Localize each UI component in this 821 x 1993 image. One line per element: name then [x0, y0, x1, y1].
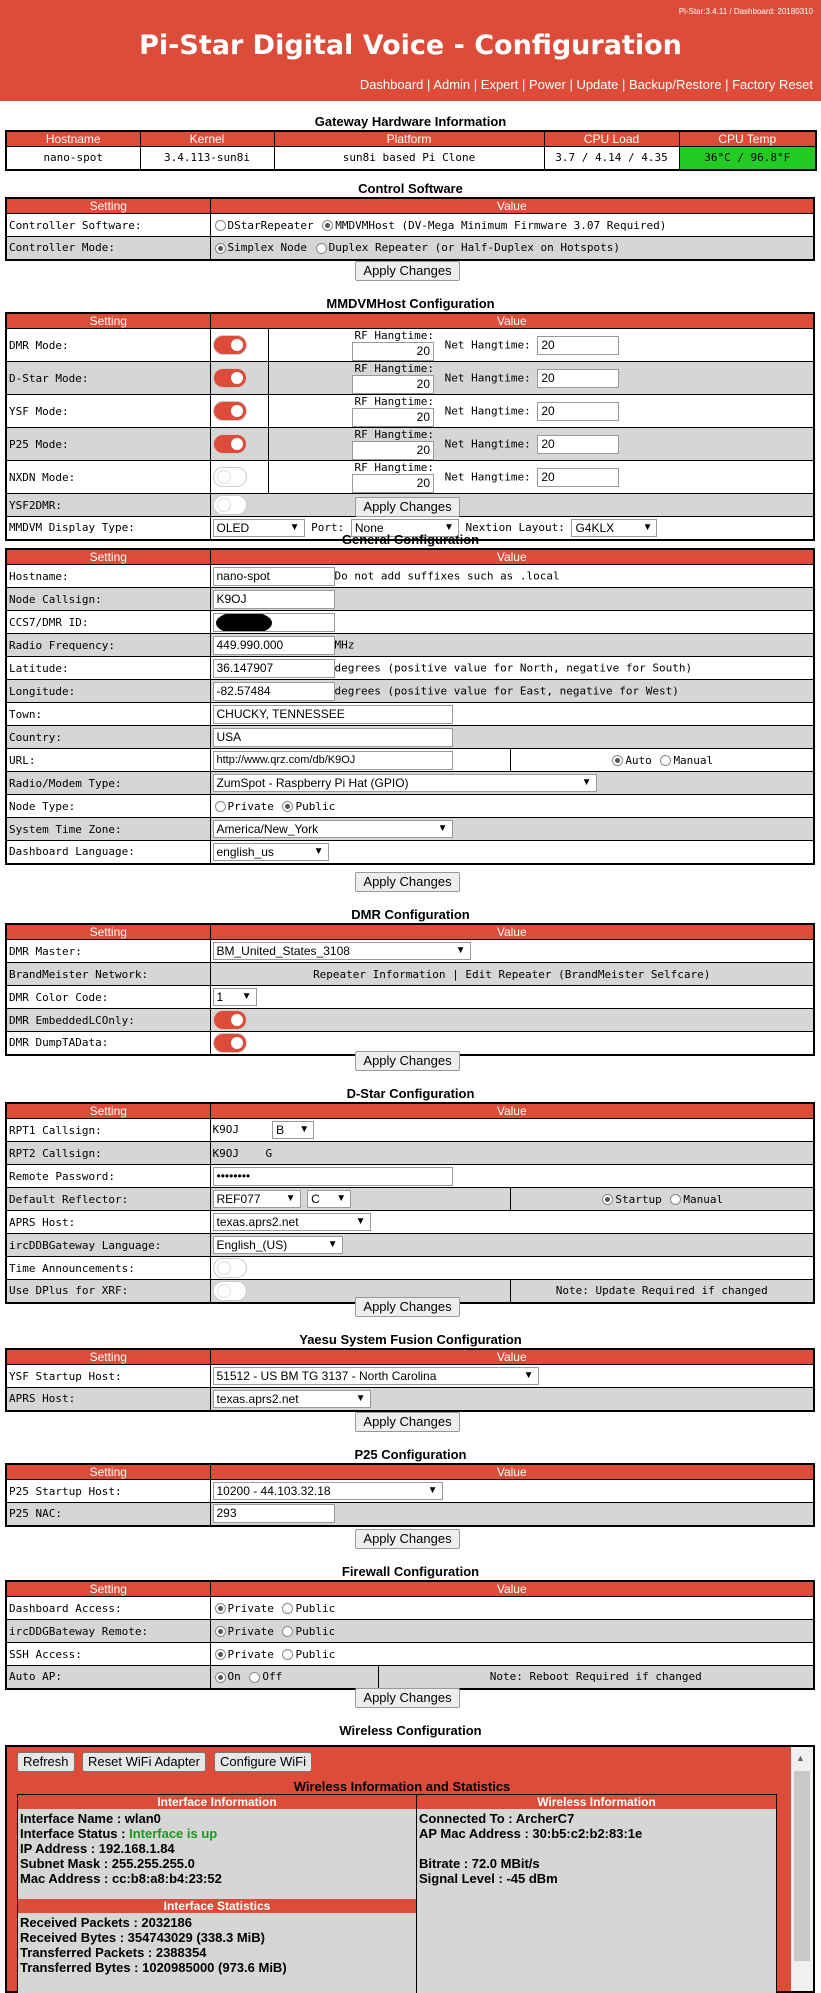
modem-type-select[interactable]: ZumSpot - Raspberry Pi Hat (GPIO) ▼ [213, 774, 597, 792]
redaction-blob [216, 613, 272, 632]
nav-backup-restore[interactable]: Backup/Restore [628, 77, 722, 92]
control-title: Control Software [358, 181, 463, 196]
hw-hostname: nano-spot [6, 147, 140, 170]
page-header [0, 0, 821, 101]
chevron-down-icon: ▼ [523, 1370, 534, 1381]
dmr-master-select[interactable]: BM_United_States_3108 ▼ [213, 942, 471, 960]
ysf-table: Setting Value YSF Startup Host: 51512 - US BM TG 3137 - North Carolina ▼ APRS Host: texas.aprs2.net ▼ [5, 1348, 815, 1412]
nav-update[interactable]: Update [576, 77, 619, 92]
dstar-aprs-select[interactable]: texas.aprs2.net ▼ [213, 1213, 371, 1231]
controller-software-label: Controller Software: [6, 214, 210, 237]
chevron-down-icon: ▼ [289, 521, 300, 533]
radio-mmdvmhost[interactable] [322, 220, 333, 231]
nav-admin[interactable]: Admin [433, 77, 471, 92]
nav-factory-reset[interactable]: Factory Reset [732, 77, 813, 92]
dmr-id-input[interactable] [213, 613, 335, 632]
timezone-select[interactable]: America/New_York ▼ [213, 820, 453, 838]
ircddb-public-radio[interactable] [282, 1626, 293, 1637]
hw-cpu-load: 3.7 / 4.14 / 4.35 [544, 147, 679, 170]
dump-ta-data-toggle[interactable] [213, 1033, 247, 1053]
callsign-input[interactable]: K9OJ [213, 590, 335, 609]
refresh-button[interactable]: Refresh [17, 1752, 75, 1772]
longitude-input[interactable]: -82.57484 [213, 682, 335, 701]
nav-power[interactable]: Power [528, 77, 566, 92]
mmdvm-table: Setting Value DMR Mode: RF Hangtime: 20 Net Hangtime: 20 D-Star Mode: RF Hangtime: 20 Net Hangtime: 20 YSF Mode: RF Hangtime: 20 Net Hangtime: 20 P25 Mode: RF Hangtime: 20 Net Hangtime: 20 NXDN Mode: RF Hangtime: 20 Net Hangtime: 20 YSF2DMR: MMDVM Display Type: OLED ▼ Port: None ▼ Nextion Layout: G4KLX ▼ [5, 312, 815, 541]
nextion-layout-select[interactable]: G4KLX ▼ [571, 519, 657, 537]
apply-mmdvm-button[interactable]: Apply Changes [355, 497, 460, 517]
scrollbar-thumb[interactable] [794, 1771, 810, 1961]
chevron-down-icon: ▼ [327, 1239, 338, 1250]
dstar-table: Setting Value RPT1 Callsign: K9OJ B ▼ RPT2 Callsign: K9OJ G Remote Password: •••••••• Default Reflector: REF077 ▼ C ▼ Startup Manual APRS Host: texas.aprs2.net ▼ ircDDBGateway Language: English_(US) ▼ Time Announcements: Use DPlus for XRF: Note: Update Required if changed [5, 1102, 815, 1304]
wireless-title: Wireless Configuration [339, 1723, 482, 1738]
ysf-host-select[interactable]: 51512 - US BM TG 3137 - North Carolina ▼ [213, 1367, 539, 1385]
dstar-mode-toggle[interactable] [213, 368, 247, 388]
firewall-table: Setting Value Dashboard Access: Private Public ircDDGBateway Remote: Private Public SSH Access: Private Public Auto AP: On Off Note: Reboot Required if changed [5, 1580, 815, 1690]
radio-duplex[interactable] [316, 243, 327, 254]
language-select[interactable]: english_us ▼ [213, 843, 329, 861]
chevron-down-icon: ▼ [336, 1193, 347, 1204]
ysf-rf-hangtime-input[interactable]: 20 [352, 408, 434, 427]
url-auto-radio[interactable] [612, 755, 623, 766]
time-announcements-toggle[interactable] [213, 1258, 247, 1278]
dmr-table: Setting Value DMR Master: BM_United_States_3108 ▼ BrandMeister Network: Repeater Information | Edit Repeater (BrandMeister Selfcare) DMR Color Code: 1 ▼ DMR EmbeddedLCOnly: DMR DumpTAData: [5, 923, 815, 1056]
ysf-net-hangtime-input[interactable]: 20 [537, 402, 619, 421]
apply-ysf-button[interactable]: Apply Changes [355, 1412, 460, 1432]
p25-net-hangtime-input[interactable]: 20 [537, 435, 619, 454]
chevron-down-icon: ▼ [355, 1392, 366, 1404]
nav-expert[interactable]: Expert [480, 77, 519, 92]
dstar-title: D-Star Configuration [346, 1086, 475, 1101]
nxdn-net-hangtime-input[interactable]: 20 [537, 468, 619, 487]
dplus-xrf-toggle[interactable] [213, 1281, 247, 1301]
country-input[interactable]: USA [213, 728, 453, 747]
p25-title: P25 Configuration [354, 1447, 467, 1462]
hostname-input[interactable]: nano-spot [213, 567, 335, 586]
dstar-net-hangtime-input[interactable]: 20 [537, 369, 619, 388]
ysf-aprs-select[interactable]: texas.aprs2.net ▼ [213, 1390, 371, 1408]
interface-status: Interface is up [129, 1826, 218, 1841]
hw-kernel: 3.4.113-sun8i [140, 147, 274, 170]
p25-mode-toggle[interactable] [213, 434, 247, 454]
port-select[interactable]: None ▼ [351, 519, 459, 537]
top-nav: Dashboard | Admin | Expert | Power | Update | Backup/Restore | Factory Reset [359, 77, 813, 92]
configure-wifi-button[interactable]: Configure WiFi [214, 1752, 312, 1772]
apply-control-button[interactable]: Apply Changes [355, 261, 460, 281]
ysf-title: Yaesu System Fusion Configuration [299, 1332, 522, 1347]
dstar-rf-hangtime-input[interactable]: 20 [352, 375, 434, 394]
hw-col-platform: Platform [274, 131, 544, 147]
apply-dstar-button[interactable]: Apply Changes [355, 1297, 460, 1317]
rpt1-callsign: K9OJ [212, 1123, 239, 1136]
chevron-down-icon: ▼ [313, 845, 324, 857]
rpt2-callsign: K9OJ G [210, 1142, 814, 1165]
url-manual-radio[interactable] [660, 755, 671, 766]
nav-dashboard[interactable]: Dashboard [359, 77, 424, 92]
controller-mode-label: Controller Mode: [6, 237, 210, 260]
dmr-mode-toggle[interactable] [213, 335, 247, 355]
chevron-down-icon: ▼ [241, 991, 252, 1002]
chevron-down-icon: ▼ [437, 823, 448, 834]
autoap-on-radio[interactable] [215, 1672, 226, 1683]
chevron-down-icon: ▼ [355, 1216, 366, 1227]
p25-nac-input[interactable]: 293 [213, 1504, 335, 1523]
hw-col-cpu-load: CPU Load [544, 131, 679, 147]
embedded-lc-toggle[interactable] [213, 1010, 247, 1030]
chevron-down-icon: ▼ [427, 1485, 438, 1496]
hw-col-kernel: Kernel [140, 131, 274, 147]
interface-info-header: Interface Information [18, 1795, 416, 1809]
dmr-rf-hangtime-input[interactable]: 20 [352, 342, 434, 361]
chevron-down-icon: ▼ [285, 1193, 296, 1204]
latitude-input[interactable]: 36.147907 [213, 659, 335, 678]
node-public-radio[interactable] [282, 801, 293, 812]
ysf2dmr-toggle[interactable] [213, 495, 247, 515]
chevron-down-icon: ▼ [642, 521, 653, 533]
hw-col-hostname: Hostname [6, 131, 140, 147]
p25-host-select[interactable]: 10200 - 44.103.32.18 ▼ [213, 1482, 443, 1500]
ircddb-private-radio[interactable] [215, 1626, 226, 1637]
version-label: Pi-Star:3.4.11 / Dashboard: 20180310 [678, 7, 813, 16]
dmr-net-hangtime-input[interactable]: 20 [537, 336, 619, 355]
chevron-down-icon: ▼ [455, 945, 466, 956]
apply-dmr-button[interactable]: Apply Changes [355, 1051, 460, 1071]
apply-firewall-button[interactable]: Apply Changes [355, 1688, 460, 1708]
reflector-select[interactable]: REF077 ▼ [213, 1190, 301, 1208]
wireless-subtitle: Wireless Information and Statistics [293, 1779, 511, 1794]
hw-cpu-temp: 36°C / 96.8°F [679, 147, 816, 170]
page-title: Pi-Star Digital Voice - Configuration [139, 30, 682, 61]
frequency-input[interactable]: 449.990.000 [213, 636, 335, 655]
ysf-mode-toggle[interactable] [213, 401, 247, 421]
wireless-stats: Interface Information Wireless Information Interface Name : wlan0 Interface Status : Interface is up IP Address : 192.168.1.84 Subnet Mask : 255.255.255.0 Mac Address : cc:b8:a8:b4:23:52 Connected To : ArcherC7 AP Mac Address : 30:b5:c2:b2:83:1e Bitrate : 72.0 MBit/s Signal Level : -45 dBm Interface Statistics Received Packets : 2032186 Received Bytes : 354743029 (338.3 MiB) Transferred Packets : 2388354 Transferred Bytes : 1020985000 (973.6 MiB) [17, 1794, 777, 1993]
dmr-title: DMR Configuration [351, 907, 470, 922]
display-type-select[interactable]: OLED ▼ [213, 519, 305, 537]
node-private-radio[interactable] [215, 801, 226, 812]
brandmeister-links[interactable]: Repeater Information | Edit Repeater (BrandMeister Selfcare) [210, 963, 814, 986]
reset-wifi-button[interactable]: Reset WiFi Adapter [82, 1752, 206, 1772]
general-title: General Configuration [341, 532, 480, 547]
hw-col-cpu-temp: CPU Temp [679, 131, 816, 147]
dashboard-private-radio[interactable] [215, 1603, 226, 1614]
ssh-public-radio[interactable] [282, 1649, 293, 1660]
reflector-startup-radio[interactable] [602, 1194, 613, 1205]
firewall-title: Firewall Configuration [341, 1564, 480, 1579]
chevron-down-icon: ▼ [581, 777, 592, 788]
town-input[interactable]: CHUCKY, TENNESSEE [213, 705, 453, 724]
p25-table: Setting Value P25 Startup Host: 10200 - 44.103.32.18 ▼ P25 NAC: 293 [5, 1463, 815, 1527]
color-code-select[interactable]: 1 ▼ [213, 988, 257, 1006]
ysf2dmr-label: YSF2DMR: [6, 494, 210, 517]
p25-rf-hangtime-input[interactable]: 20 [352, 441, 434, 460]
url-input[interactable]: http://www.qrz.com/db/K9OJ [213, 751, 453, 770]
display-type-label: MMDVM Display Type: [6, 517, 210, 540]
nxdn-rf-hangtime-input[interactable]: 20 [352, 474, 434, 493]
dashboard-public-radio[interactable] [282, 1603, 293, 1614]
radio-simplex[interactable] [215, 243, 226, 254]
remote-password-input[interactable]: •••••••• [213, 1167, 453, 1186]
ircddb-language-select[interactable]: English_(US) ▼ [213, 1236, 343, 1254]
mmdvm-title: MMDVMHost Configuration [326, 296, 495, 311]
ssh-private-radio[interactable] [215, 1649, 226, 1660]
control-table: Setting Value Controller Software: DStarRepeater MMDVMHost (DV-Mega Minimum Firmware 3.07 Required) Controller Mode: Simplex Node Duplex Repeater (or Half-Duplex on Hotspots) [5, 197, 815, 261]
chevron-down-icon: ▼ [299, 1124, 310, 1135]
apply-general-button[interactable]: Apply Changes [355, 872, 460, 892]
chevron-down-icon: ▼ [443, 521, 454, 533]
scroll-up-icon[interactable]: ▲ [796, 1753, 805, 1763]
hw-platform: sun8i based Pi Clone [274, 147, 544, 170]
hardware-table [5, 130, 817, 171]
general-table: Setting Value Hostname: nano-spot Do not add suffixes such as .local Node Callsign: K9OJ CCS7/DMR ID: Radio Frequency: 449.990.000 MHz Latitude: 36.147907 degrees (positive value for North, negative for South) Longitude: -82.57484 degrees (positive value for East, negative for West) Town: CHUCKY, TENNESSEE Country: USA URL: http://www.qrz.com/db/K9OJ Auto Manual Radio/Modem Type: ZumSpot - Raspberry Pi Hat (GPIO) ▼ Node Type: Private Public System Time Zone: America/New_York ▼ Dashboard Language: english_us ▼ [5, 548, 815, 865]
autoap-off-radio[interactable] [249, 1672, 260, 1683]
interface-stats-header: Interface Statistics [18, 1899, 416, 1913]
nxdn-mode-toggle[interactable] [213, 467, 247, 487]
apply-p25-button[interactable]: Apply Changes [355, 1529, 460, 1549]
rpt1-module-select[interactable]: B ▼ [272, 1121, 314, 1139]
radio-dstarrepeater[interactable] [215, 220, 226, 231]
hardware-title: Gateway Hardware Information [314, 114, 507, 129]
reflector-module-select[interactable]: C ▼ [307, 1190, 351, 1208]
wireless-info-header: Wireless Information [417, 1795, 776, 1809]
wireless-scrollbar[interactable] [791, 1747, 813, 1991]
wireless-panel [5, 1745, 815, 1993]
reflector-manual-radio[interactable] [670, 1194, 681, 1205]
